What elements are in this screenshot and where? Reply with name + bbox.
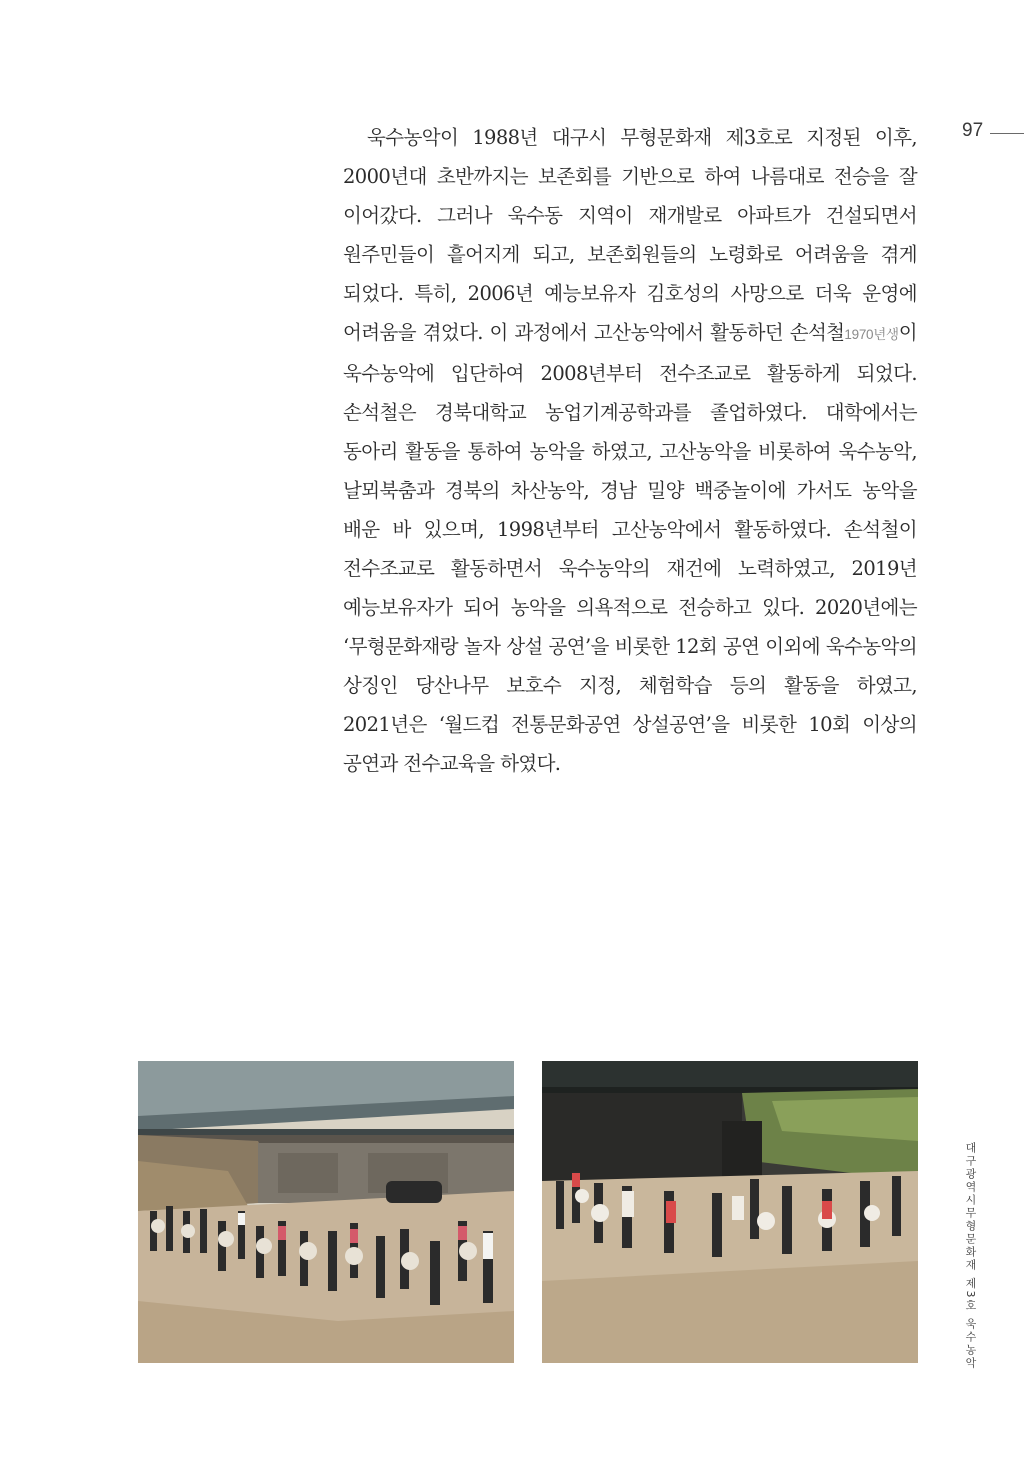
body-paragraph: [343, 118, 917, 783]
body-text-part-1: 욱수농악이 1988년 대구시 무형문화재 제3호로 지정된 이후, 2000년대 초반까지는 보존회를 기반으로 하여 나름대로 전승을 잘 이어갔다. 그러나 욱수동 지역이 재개발로 아파트가 건설되면서 원주민들이 흩어지게 되고, 보존회원들의 노령화로 어려움을 겪게 되었다. 특히, 2006년 예능보유자 김호성의 사망으로 더욱 운영에 어려움을 겪었다. 이 과정에서 고산농악에서 활동하던 손석철: [343, 126, 917, 344]
body-text-part-2: 이 욱수농악에 입단하여 2008년부터 전수조교로 활동하게 되었다. 손석철은 경북대학교 농업기계공학과를 졸업하였다. 대학에서는 동아리 활동을 통하여 농악을 하였고, 고산농악을 비롯하여 욱수농악, 날뫼북춤과 경북의 차산농악, 경남 밀양 백중놀이에 가서도 농악을 배운 바 있으며, 1998년부터 고산농악에서 활동하였다. 손석철이 전수조교로 활동하면서 욱수농악의 재건에 노력하였고, 2019년 예능보유자가 되어 농악을 의욕적으로 전승하고 있다. 2020년에는 ‘무형문화재랑 놀자 상설 공연’을 비롯한 12회 공연 이외에 욱수농악의 상징인 당산나무 보호수 지정, 체험학습 등의 활동을 하였고, 2021년은 ‘월드컵 전통문화공연 상설공연’을 비롯한 10회 이상의 공연과 전수교육을 하였다.: [343, 321, 917, 775]
running-title: 대구광역시무형문화재 제3호 욱수농악: [964, 1142, 977, 1370]
photo-practice-under-bridge-right: [542, 1061, 918, 1363]
page-number-rule: [990, 133, 1024, 134]
photo-practice-under-bridge-left: [138, 1061, 514, 1363]
photo-illustration-right: [542, 1061, 918, 1363]
birth-year-note: 1970년생: [844, 327, 899, 342]
page-number: 97: [962, 120, 984, 141]
photo-illustration-left: [138, 1061, 514, 1363]
